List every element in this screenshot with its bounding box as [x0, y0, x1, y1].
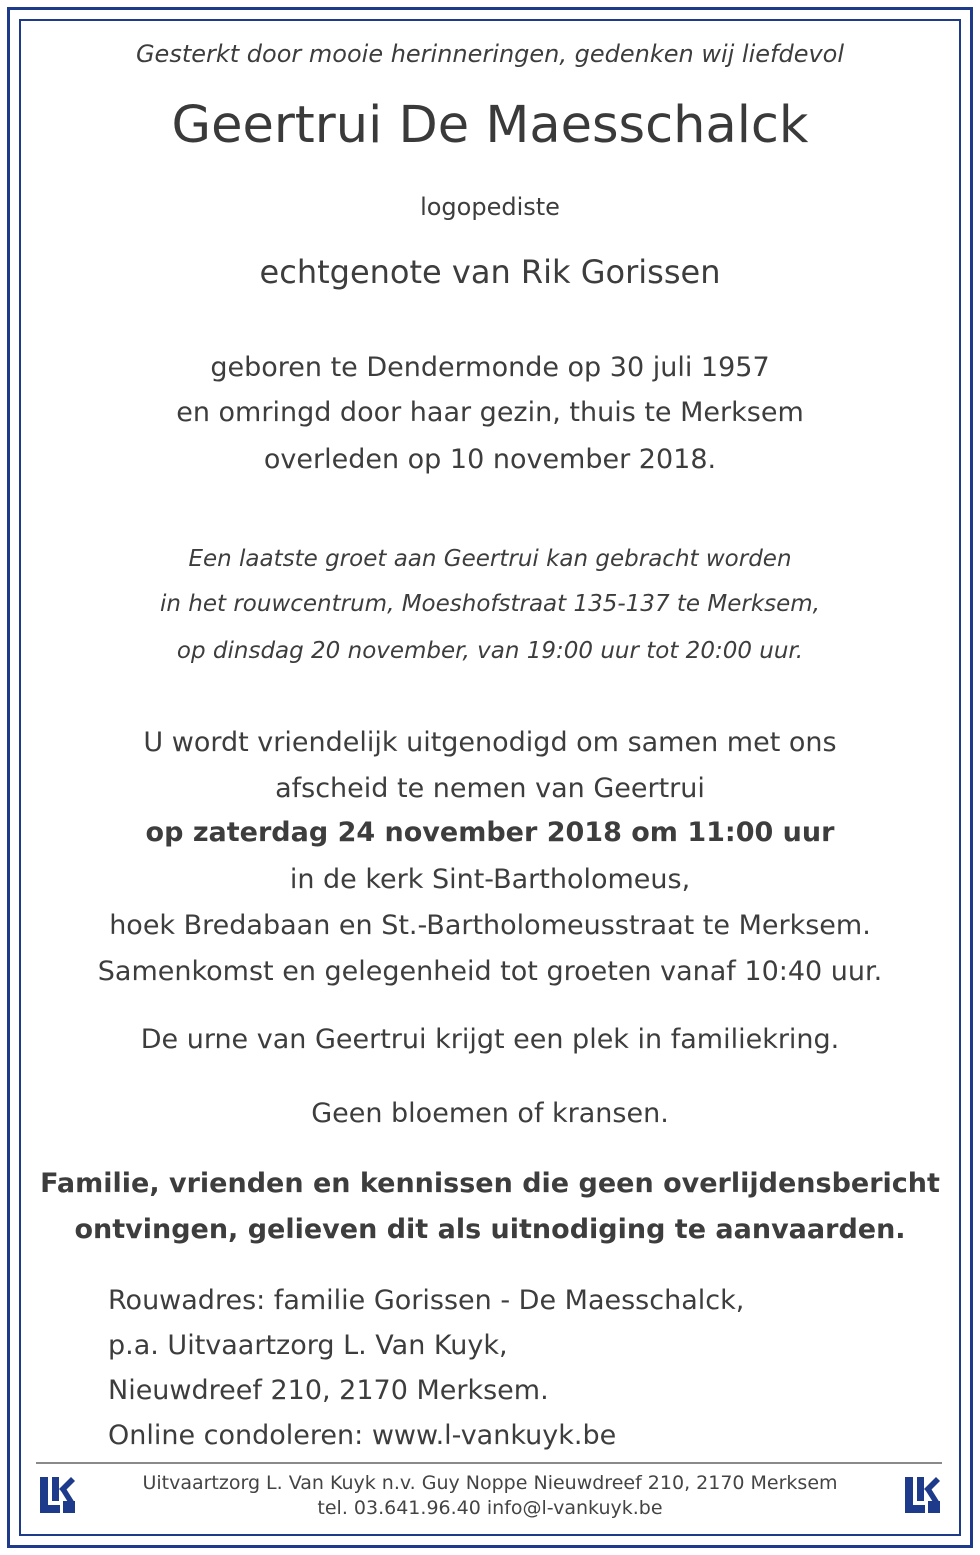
condolence-line: Online condoleren: www.l-vankuyk.be — [108, 1420, 617, 1451]
gathering-line: Samenkomst en gelegenheid tot groeten vanaf 10:40 uur. — [97, 956, 883, 987]
birth-line: geboren te Dendermonde op 30 juli 1957 — [210, 352, 770, 383]
visitation-line-1: Een laatste groet aan Geertrui kan gebracht worden — [188, 546, 792, 572]
footer-company-line: Uitvaartzorg L. Van Kuyk n.v. Guy Noppe Nieuwdreef 210, 2170 Merksem — [142, 1472, 838, 1494]
invitation-line-1: U wordt vriendelijk uitgenodigd om samen met ons — [143, 727, 837, 758]
notice-line-1: Familie, vrienden en kennissen die geen overlijdensbericht — [40, 1168, 940, 1199]
death-date-line: overleden op 10 november 2018. — [263, 444, 717, 475]
l-vankuyk-logo-icon — [903, 1473, 941, 1517]
passing-place-line: en omringd door haar gezin, thuis te Merksem — [176, 397, 804, 428]
intro-line: Gesterkt door mooie herinneringen, gedenken wij liefdevol — [135, 40, 845, 68]
church-line: in de kerk Sint-Bartholomeus, — [289, 864, 691, 895]
church-address-line: hoek Bredabaan en St.-Bartholomeusstraat te Merksem. — [109, 910, 871, 941]
address-line-1: Rouwadres: familie Gorissen - De Maesschalck, — [108, 1285, 745, 1316]
visitation-line-2: in het rouwcentrum, Moeshofstraat 135-137 te Merksem, — [160, 591, 820, 617]
flowers-line: Geen bloemen of kransen. — [311, 1098, 669, 1129]
profession: logopediste — [420, 193, 560, 221]
notice-line-2: ontvingen, gelieven dit als uitnodiging te aanvaarden. — [74, 1214, 906, 1245]
footer-contact-line: tel. 03.641.96.40 info@l-vankuyk.be — [317, 1497, 663, 1519]
spouse-line: echtgenote van Rik Gorissen — [259, 253, 721, 291]
address-line-2: p.a. Uitvaartzorg L. Van Kuyk, — [108, 1330, 508, 1361]
ceremony-date: op zaterdag 24 november 2018 om 11:00 uur — [145, 817, 835, 848]
footer-divider — [36, 1462, 942, 1464]
deceased-name: Geertrui De Maesschalck — [171, 96, 809, 155]
invitation-line-2: afscheid te nemen van Geertrui — [275, 773, 705, 804]
address-line-3: Nieuwdreef 210, 2170 Merksem. — [108, 1375, 549, 1406]
urn-line: De urne van Geertrui krijgt een plek in familiekring. — [140, 1024, 840, 1055]
visitation-line-3: op dinsdag 20 november, van 19:00 uur tot 20:00 uur. — [176, 638, 804, 664]
